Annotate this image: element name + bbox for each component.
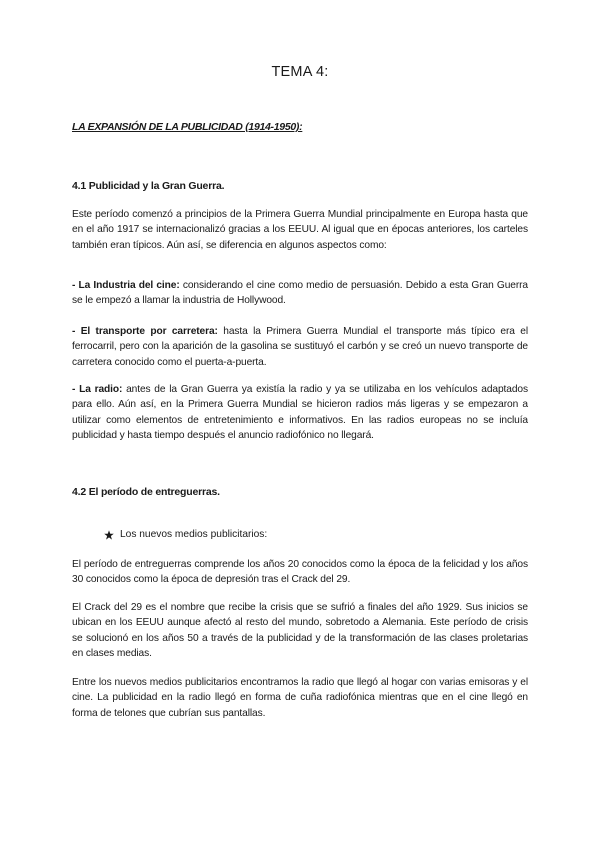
- item-cine-paragraph: [72, 278, 528, 309]
- item-transporte-paragraph: [72, 324, 528, 370]
- bullet-text: Los nuevos medios publicitarios:: [120, 529, 268, 540]
- item-transporte-text: hasta la Primera Guerra Mundial el transporte más típico era el ferrocarril, pero con la aparición de la gasolina se sustituyó el carbón y se creó un nuevo transporte de carretera conocido como el puerta-a-puerta.: [72, 326, 528, 368]
- item-transporte-label: - El transporte por carretera:: [72, 326, 218, 337]
- star-bullet-icon: [104, 530, 114, 540]
- section-heading-4-1: 4.1 Publicidad y la Gran Guerra.: [72, 180, 225, 192]
- section2-paragraph-3: Entre los nuevos medios publicitarios encontramos la radio que llegó al hogar con varias emisoras y el cine. La publicidad en la radio llegó en forma de cuña radiofónica mientras que en el cine llegó en forma de telones que cubrían sus pantallas.: [72, 677, 528, 719]
- item-radio-text: antes de la Gran Guerra ya existía la radio y ya se utilizaba en los vehículos adaptados para ello. Aún así, en la Primera Guerra Mundial se hicieron radios más ligeras y se empezaron a utilizar como elementos de entretenimiento e informativos. En las radios europeas no se incluía publicidad y hasta tiempo después el anuncio radiofónico no llegará.: [72, 384, 528, 441]
- page-title: TEMA 4:: [271, 64, 329, 80]
- section2-paragraph-1: El período de entreguerras comprende los años 20 conocidos como la época de la felicidad y los años 30 conocidos como la época de depresión tras el Crack del 29.: [72, 559, 528, 586]
- section2-paragraph-2: El Crack del 29 es el nombre que recibe la crisis que se sufrió a finales del año 1929. Sus inicios se ubican en los EEUU aunque afectó al resto del mundo, sobretodo a Alemania. Este período de crisis se solucionó en los años 50 a través de la publicidad y de la transformación de las clases proletarias en clases medias.: [72, 602, 528, 659]
- section-heading-4-2: 4.2 El período de entreguerras.: [72, 486, 220, 498]
- bullet-item: [104, 529, 267, 540]
- item-cine-text: considerando el cine como medio de persuasión. Debido a esta Gran Guerra se le empezó a llamar la industria de Hollywood.: [72, 280, 528, 307]
- section1-intro-paragraph: Este período comenzó a principios de la Primera Guerra Mundial principalmente en Europa hasta que en el año 1917 se internacionalizó gracias a los EEUU. Al igual que en épocas anteriores, los carteles también eran típicos. Aún así, se diferencia en algunos aspectos como:: [72, 209, 528, 251]
- item-cine-label: - La Industria del cine:: [72, 280, 180, 291]
- item-radio-label: - La radio:: [72, 384, 123, 395]
- chapter-heading: LA EXPANSIÓN DE LA PUBLICIDAD (1914-1950):: [72, 121, 303, 133]
- item-radio-paragraph: [72, 382, 528, 443]
